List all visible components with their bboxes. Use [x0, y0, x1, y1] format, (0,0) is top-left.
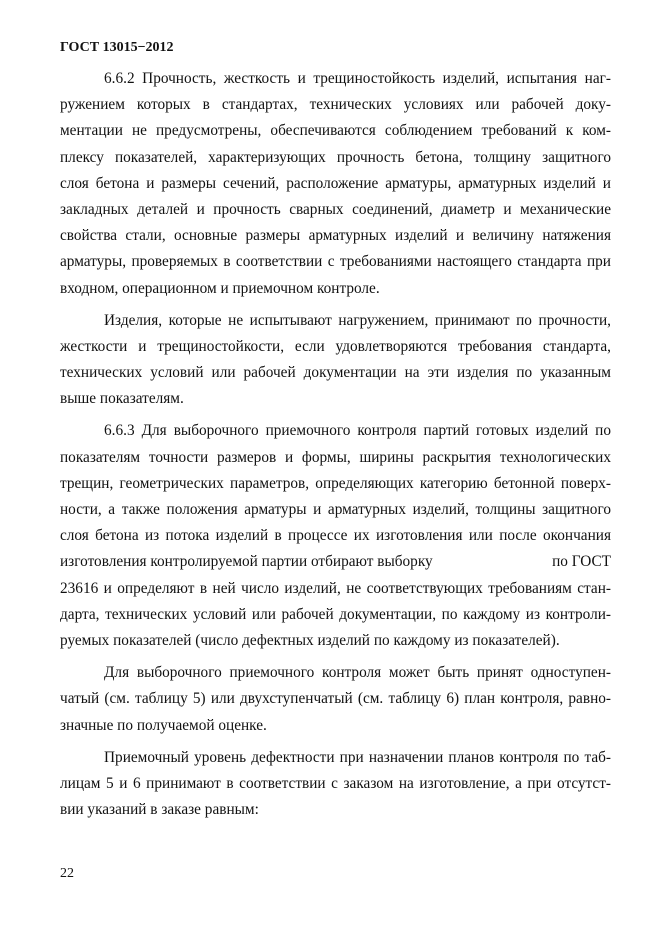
paragraph-control-plan	[60, 660, 611, 739]
text-line: арматуры, проверяемых в соответствии с требованиями настоящего стандарта при	[60, 253, 611, 271]
text-line: Для выборочного приемочного контроля может быть принят одноступен-	[104, 664, 611, 682]
text-line: Приемочный уровень дефектности при назначении планов контроля по таб-	[104, 748, 611, 766]
document-body	[60, 66, 611, 823]
text-line-with-gap	[60, 549, 611, 575]
text-line: чатый (см. таблицу 5) или двухступенчатый (см. таблицу 6) план контроля, равно-	[60, 690, 611, 708]
text-line: 6.6.2 Прочность, жесткость и трещиностойкость изделий, испытания наг-	[104, 70, 611, 87]
text-line: вии указаний в заказе равным:	[60, 801, 259, 819]
text-line: выше показателям.	[60, 390, 184, 408]
text-line: ментации не предусмотрены, обеспечиваются соблюдением требований к ком-	[60, 122, 611, 140]
text-line: слоя бетона из потока изделий в процессе их изготовления или после окончания	[60, 527, 611, 545]
document-code-header: ГОСТ 13015−2012	[60, 40, 174, 55]
text-line: руемых показателей (число дефектных изделий по каждому из показателей).	[60, 631, 560, 649]
text-line: 6.6.3 Для выборочного приемочного контроля партий готовых изделий по	[104, 422, 611, 440]
page-number: 22	[60, 866, 74, 881]
paragraph-untested-products	[60, 308, 611, 413]
text-line: технических условий или рабочей документации на эти изделия по указанным	[60, 364, 611, 382]
text-line: жесткости и трещиностойкости, если удовлетворяются требования стандарта,	[60, 337, 611, 355]
text-line: 23616 и определяют в ней число изделий, не соответствующих требованиям стан-	[60, 579, 611, 597]
text-line: ности, а также положения арматуры и арматурных изделий, толщины защитного	[60, 501, 611, 518]
text-line: Изделия, которые не испытывают нагружением, принимают по прочности,	[104, 311, 611, 329]
text-line: свойства стали, основные размеры арматурных изделий и величину натяжения	[60, 227, 611, 245]
text-line: показателям точности размеров и формы, ширины раскрытия технологических	[60, 448, 611, 466]
text-line: трещин, геометрических параметров, определяющих категорию бетонной поверх-	[60, 474, 611, 492]
text-line: закладных деталей и прочность сварных соединений, диаметр и механические	[60, 200, 611, 218]
paragraph-acceptance-level	[60, 745, 611, 824]
text-line-head: изготовления контролируемой партии отбирают выборку	[60, 553, 433, 571]
paragraph-6-6-2	[60, 66, 611, 302]
text-line: значные по получаемой оценке.	[60, 716, 267, 734]
text-line: ружением которых в стандартах, технических условиях или рабочей доку-	[60, 96, 611, 114]
text-line: входном, операционном и приемочном контроле.	[60, 279, 380, 297]
text-line: лицам 5 и 6 принимают в соответствии с заказом на изготовление, а при отсутст-	[60, 774, 611, 792]
text-line: слоя бетона и размеры сечений, расположение арматуры, арматурных изделий и	[60, 174, 611, 192]
paragraph-6-6-3	[60, 418, 611, 654]
text-line: плексу показателей, характеризующих прочность бетона, толщину защитного	[60, 148, 611, 166]
text-line-tail: по ГОСТ	[552, 553, 611, 571]
text-line: дарта, технических условий или рабочей документации, по каждому из контроли-	[60, 605, 611, 623]
